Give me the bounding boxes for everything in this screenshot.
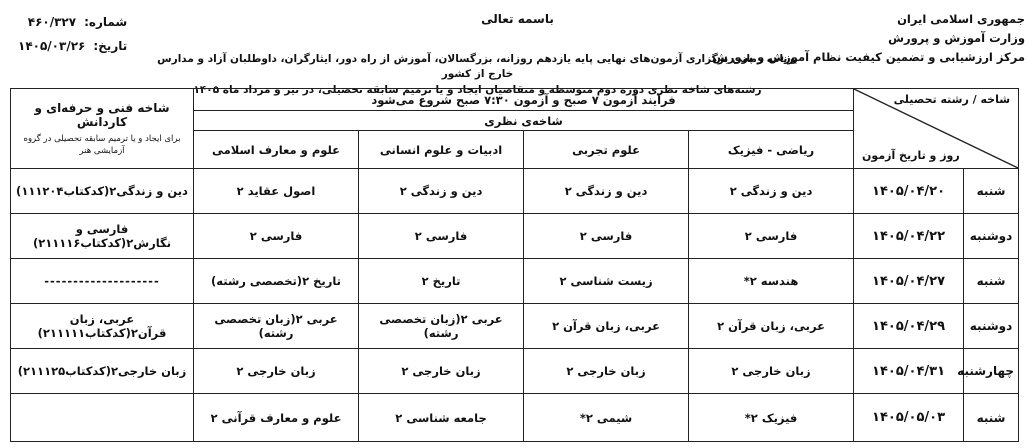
bismillah: باسمه تعالی xyxy=(481,12,554,26)
ministry-line: جمهوری اسلامی ایران xyxy=(897,12,1025,26)
number-value: ۴۶۰/۳۲۷ xyxy=(27,15,77,29)
exam-date: ۱۴۰۵/۰۵/۰۳ xyxy=(854,394,964,442)
subject-cell: زبان خارجی ۲ xyxy=(194,349,359,394)
subject-cell: اصول عقاید ۲ xyxy=(194,169,359,214)
field-header: علوم و معارف اسلامی xyxy=(194,131,359,169)
subject-cell: عربی، زبان قرآن ۲ xyxy=(689,304,854,349)
subject-cell: عربی، زبان قرآن۲(کدکتاب۲۱۱۱۱۱) xyxy=(11,304,194,349)
subject-cell: فارسی ۲ xyxy=(194,214,359,259)
subject-cell: دین و زندگی ۲ xyxy=(689,169,854,214)
technical-branch-header xyxy=(11,89,194,169)
exam-day: دوشنبه xyxy=(964,304,1019,349)
title-line-1: برنامه زمانی برگزاری آزمون‌های نهایی پایه یازدهم روزانه، بزرگسالان، آموزش از راه دور، ایثارگران، داوطلبان آزاد و مدارس خارج از کشور xyxy=(157,53,798,80)
letter-meta xyxy=(18,10,127,58)
subject-cell: فارسی ۲ xyxy=(689,214,854,259)
exam-day: شنبه xyxy=(964,169,1019,214)
exam-date: ۱۴۰۵/۰۴/۲۰ xyxy=(854,169,964,214)
exam-day: چهارشنبه xyxy=(964,349,1019,394)
letter-number xyxy=(18,10,127,34)
subject-cell: فارسی ۲ xyxy=(359,214,524,259)
theoretical-branch-header: شاخه‌ی نظری xyxy=(194,111,854,131)
exam-date: ۱۴۰۵/۰۴/۲۷ xyxy=(854,259,964,304)
table-row xyxy=(11,169,1019,214)
subject-cell: دین و زندگی ۲ xyxy=(524,169,689,214)
subject-cell: عربی ۲(زبان تخصصی رشته) xyxy=(359,304,524,349)
subject-cell: جامعه شناسی ۲ xyxy=(359,394,524,442)
exam-day: دوشنبه xyxy=(964,214,1019,259)
exam-day: شنبه xyxy=(964,394,1019,442)
subject-cell: فیزیک ۲* xyxy=(689,394,854,442)
subject-cell: تاریخ ۲(تخصصی رشته) xyxy=(194,259,359,304)
table-row xyxy=(11,304,1019,349)
subject-cell: دین و زندگی ۲ xyxy=(359,169,524,214)
subject-cell: زبان خارجی ۲ xyxy=(359,349,524,394)
subject-cell: زبان خارجی۲(کدکتاب۲۱۱۱۲۵) xyxy=(11,349,194,394)
subject-cell: فارسی ۲ xyxy=(524,214,689,259)
document-header xyxy=(0,0,1035,96)
ministry-line: مرکز ارزشیابی و تضمین کیفیت نظام آموزش و پرورش xyxy=(712,50,1025,64)
exam-date: ۱۴۰۵/۰۴/۲۹ xyxy=(854,304,964,349)
ministry-line: وزارت آموزش و پرورش xyxy=(888,31,1025,45)
table-row xyxy=(11,349,1019,394)
subject-cell: زبان خارجی ۲ xyxy=(524,349,689,394)
subject-cell xyxy=(11,394,194,442)
technical-branch-note: برای ایجاد و یا ترمیم سابقه تحصیلی در گروه آزمایشی هنر xyxy=(23,133,181,156)
table-header-row xyxy=(11,89,1019,111)
letter-date xyxy=(18,34,127,58)
subject-cell: شیمی ۲* xyxy=(524,394,689,442)
exam-date: ۱۴۰۵/۰۴/۲۲ xyxy=(854,214,964,259)
subject-cell: زبان خارجی ۲ xyxy=(689,349,854,394)
subject-cell: زیست شناسی ۲ xyxy=(524,259,689,304)
technical-branch-title: شاخه فنی و حرفه‌ای و کاردانش xyxy=(34,100,170,129)
subject-cell: علوم و معارف قرآنی ۲ xyxy=(194,394,359,442)
subject-cell: دین و زندگی۲(کدکتاب۱۱۱۲۰۴) xyxy=(11,169,194,214)
exam-day: شنبه xyxy=(964,259,1019,304)
corner-cell xyxy=(854,89,1019,169)
subject-cell: هندسه ۲* xyxy=(689,259,854,304)
subject-cell: عربی ۲(زبان تخصصی رشته) xyxy=(194,304,359,349)
field-header: ریاضی - فیزیک xyxy=(689,131,854,169)
subject-cell: تاریخ ۲ xyxy=(359,259,524,304)
process-note: فرآیند آزمون ۷ صبح و آزمون ۷:۳۰ صبح شروع می‌شود xyxy=(194,89,854,111)
corner-field-label: شاخه / رشته تحصیلی xyxy=(893,93,1011,106)
exam-schedule-table xyxy=(10,88,1019,442)
exam-date: ۱۴۰۵/۰۴/۳۱ xyxy=(854,349,964,394)
table-row xyxy=(11,394,1019,442)
corner-date-label: روز و تاریخ آزمون xyxy=(862,149,960,162)
table-row xyxy=(11,214,1019,259)
subject-cell: عربی، زبان قرآن ۲ xyxy=(524,304,689,349)
subject-cell: فارسی و نگارش۲(کدکتاب۲۱۱۱۱۶) xyxy=(11,214,194,259)
field-header: ادبیات و علوم انسانی xyxy=(359,131,524,169)
subject-cell: -------------------- xyxy=(11,259,194,304)
field-header: علوم تجربی xyxy=(524,131,689,169)
title-line-2: رشته‌های شاخه نظری دوره دوم متوسطه و متقاضیان ایجاد و یا ترمیم سابقه تحصیلی، در تیر و مرداد ماه ۱۴۰۵ xyxy=(193,84,762,96)
number-label: شماره: xyxy=(84,15,128,29)
date-label: تاریخ: xyxy=(93,39,128,53)
table-row xyxy=(11,259,1019,304)
date-value: ۱۴۰۵/۰۳/۲۶ xyxy=(18,39,86,53)
